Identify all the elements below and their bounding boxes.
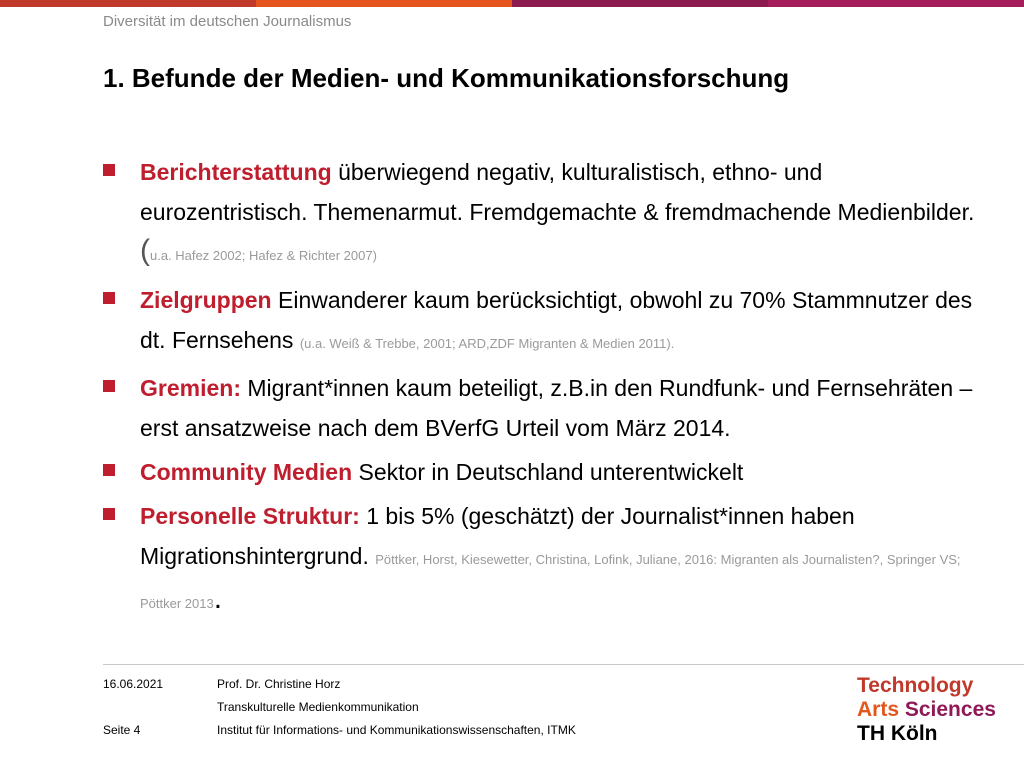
bullet-highlight: Gremien:	[140, 375, 241, 401]
bullet-highlight: Community Medien	[140, 459, 353, 485]
footer-divider	[103, 664, 1024, 665]
logo-sciences: Sciences	[904, 698, 996, 721]
bullet-end-period: .	[213, 582, 223, 615]
bullet-citation: (u.a. Weiß & Trebbe, 2001; ARD,ZDF Migranten & Medien 2011).	[299, 336, 675, 351]
bullet-item	[103, 452, 993, 492]
bullet-item	[103, 152, 993, 276]
square-bullet-icon	[103, 380, 115, 392]
header-subtitle: Diversität im deutschen Journalismus	[103, 13, 352, 30]
bullet-list	[103, 152, 993, 628]
footer-page: Seite 4	[103, 723, 141, 737]
bullet-text: überwiegend negativ, kulturalistisch, ethno- und eurozentristisch. Themenarmut. Fremdgemachte & fremdmachende Medienbilder.	[140, 159, 975, 225]
bullet-citation: Pöttker, Horst, Kiesewetter, Christina, Lofink, Juliane, 2016: Migranten als Journalisten?, Springer VS; Pöttker 2013	[140, 552, 961, 611]
top-color-bar	[0, 0, 1024, 7]
slide-title: 1. Befunde der Medien- und Kommunikationsforschung	[103, 63, 790, 93]
footer-institute: Institut für Informations- und Kommunikationswissenschaften, ITMK	[217, 723, 576, 737]
bullet-item	[103, 496, 993, 624]
bullet-text: Sektor in Deutschland unterentwickelt	[352, 459, 744, 485]
bullet-highlight: Zielgruppen	[140, 287, 272, 313]
logo-arts: Arts	[857, 698, 900, 721]
square-bullet-icon	[103, 508, 115, 520]
bullet-paren: (	[140, 234, 150, 267]
footer-course: Transkulturelle Medienkommunikation	[217, 700, 419, 714]
bullet-highlight: Berichterstattung	[140, 159, 332, 185]
top-bar-segment-4	[768, 0, 1024, 7]
bullet-text: Einwanderer kaum berücksichtigt, obwohl zu 70% Stammnutzer des dt. Fernsehens	[140, 287, 973, 353]
bullet-text: Migrant*innen kaum beteiligt, z.B.in den Rundfunk- und Fernsehräten – erst ansatzweise nach dem BVerfG Urteil vom März 2014.	[140, 375, 973, 441]
logo-arts-sciences	[857, 698, 996, 722]
top-bar-segment-3	[512, 0, 768, 7]
footer-author: Prof. Dr. Christine Horz	[217, 677, 341, 691]
square-bullet-icon	[103, 464, 115, 476]
square-bullet-icon	[103, 292, 115, 304]
bullet-text: 1 bis 5% (geschätzt) der Journalist*innen haben Migrationshintergrund.	[140, 503, 855, 569]
bullet-citation: u.a. Hafez 2002; Hafez & Richter 2007)	[150, 248, 377, 263]
bullet-item	[103, 280, 993, 364]
th-koeln-logo	[857, 674, 996, 746]
bullet-highlight: Personelle Struktur:	[140, 503, 360, 529]
top-bar-segment-2	[256, 0, 512, 7]
top-bar-segment-1	[0, 0, 256, 7]
footer-date: 16.06.2021	[103, 677, 164, 691]
square-bullet-icon	[103, 164, 115, 176]
logo-technology: Technology	[857, 674, 974, 697]
bullet-item	[103, 368, 993, 448]
logo-th-koeln: TH Köln	[857, 722, 938, 745]
